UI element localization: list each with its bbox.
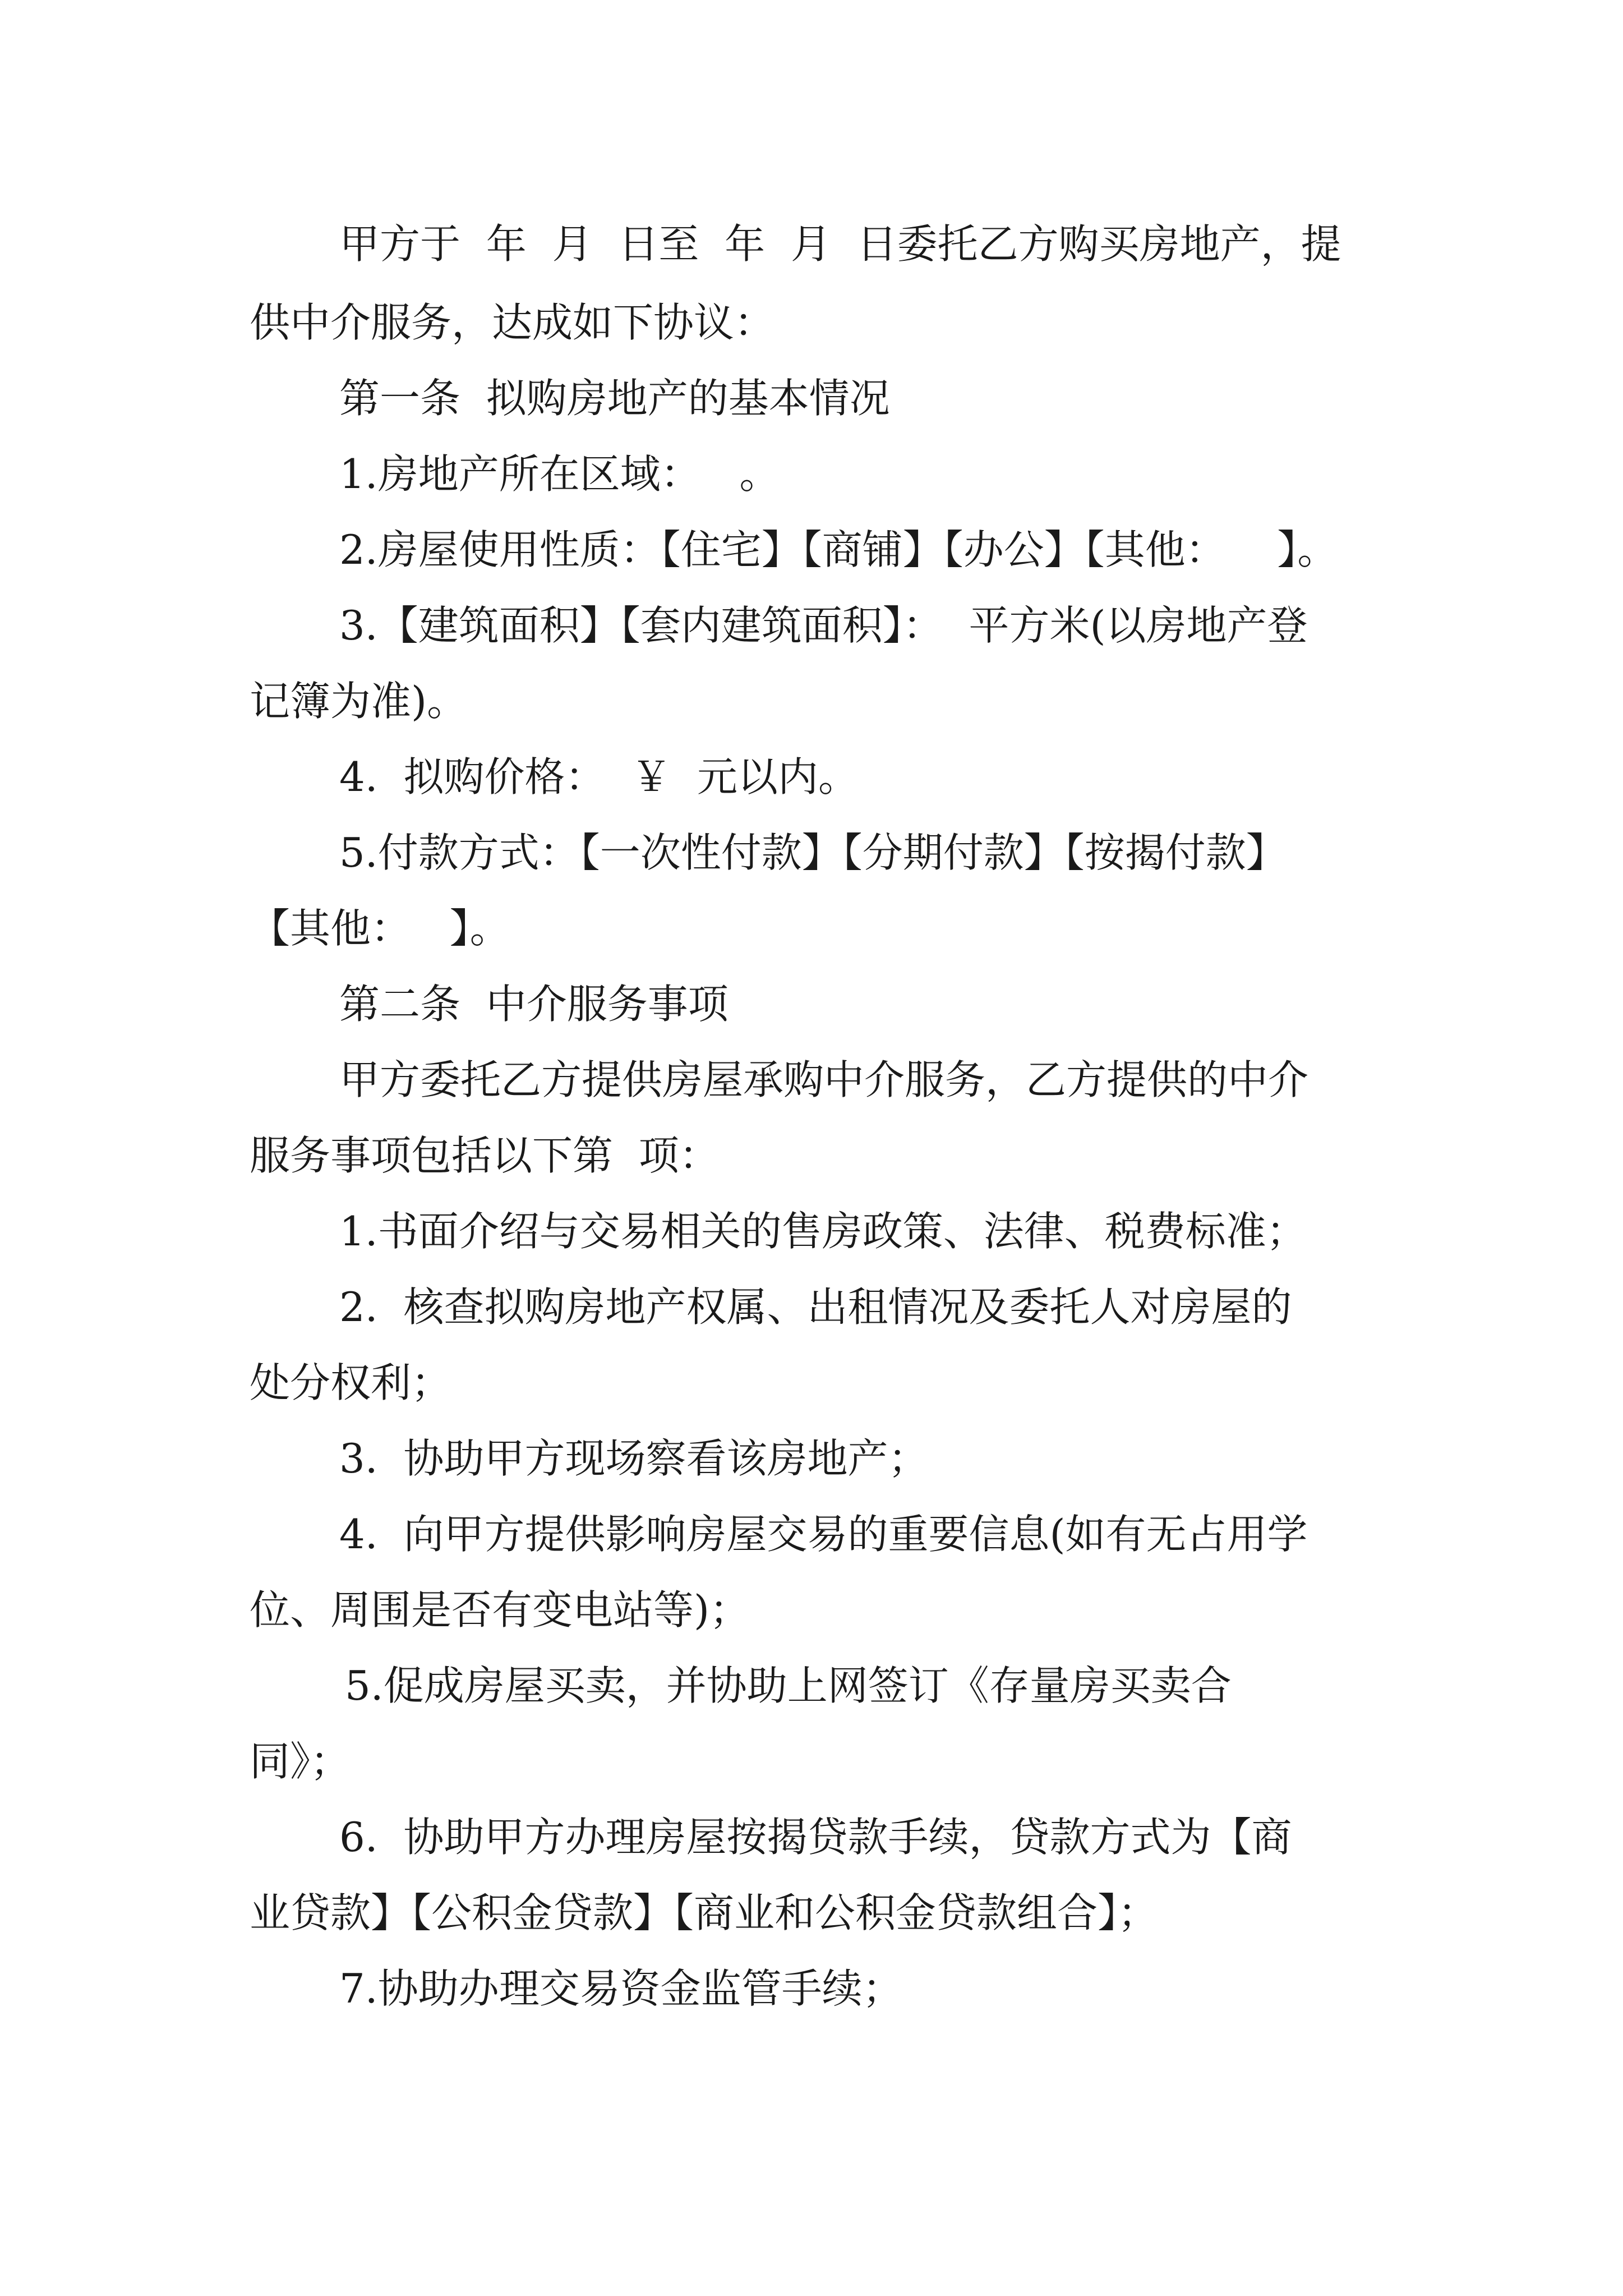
article-2-heading: 第二条 中介服务事项	[339, 981, 728, 1028]
article-1-heading: 第一条 拟购房地产的基本情况	[339, 375, 890, 422]
article-2-item-6-line-1: 6. 协助甲方办理房屋按揭贷款手续，贷款方式为【商	[339, 1814, 1292, 1861]
article-2-item-4-line-1: 4. 向甲方提供影响房屋交易的重要信息(如有无占用学	[339, 1511, 1308, 1558]
article-2-intro-line-1: 甲方委托乙方提供房屋承购中介服务，乙方提供的中介	[339, 1056, 1309, 1103]
article-2-item-7: 7.协助办理交易资金监管手续；	[339, 1965, 903, 2012]
article-1-item-3-line-1: 3.【建筑面积】【套内建筑面积】： 平方米(以房地产登	[339, 602, 1308, 649]
article-1-item-4: 4. 拟购价格： ￥ 元以内。	[339, 753, 859, 800]
article-1-item-5-line-1: 5.付款方式：【一次性付款】【分期付款】【按揭付款】	[339, 829, 1287, 876]
article-2-item-5-line-2: 同》；	[250, 1738, 351, 1785]
article-2-item-3: 3. 协助甲方现场察看该房地产；	[339, 1435, 929, 1482]
article-1-item-1: 1.房地产所在区域： 。	[339, 450, 780, 498]
article-1-item-3-line-2: 记簿为准)。	[250, 678, 468, 725]
article-2-item-4-line-2: 位、周围是否有变电站等)；	[250, 1586, 750, 1634]
article-1-item-2: 2.房屋使用性质：【住宅】【商铺】【办公】【其他： 】。	[339, 526, 1338, 573]
article-2-item-2-line-1: 2. 核查拟购房地产权属、出租情况及委托人对房屋的	[339, 1283, 1292, 1331]
article-1-item-5-line-2: 【其他： 】。	[250, 905, 510, 952]
article-2-intro-line-2: 服务事项包括以下第 项：	[250, 1132, 720, 1179]
article-2-item-5-line-1: 5.促成房屋买卖，并协助上网签订《存量房买卖合	[345, 1662, 1232, 1709]
article-2-item-6-line-2: 业贷款】【公积金贷款】【商业和公积金贷款组合】；	[250, 1889, 1159, 1936]
paragraph-intro-line-2: 供中介服务，达成如下协议：	[250, 299, 775, 346]
paragraph-intro-line-1: 甲方于 年 月 日至 年 月 日委托乙方购买房地产，提	[339, 220, 1341, 268]
article-2-item-2-line-2: 处分权利；	[250, 1359, 452, 1406]
article-2-item-1: 1.书面介绍与交易相关的售房政策、法律、税费标准；	[339, 1208, 1307, 1255]
